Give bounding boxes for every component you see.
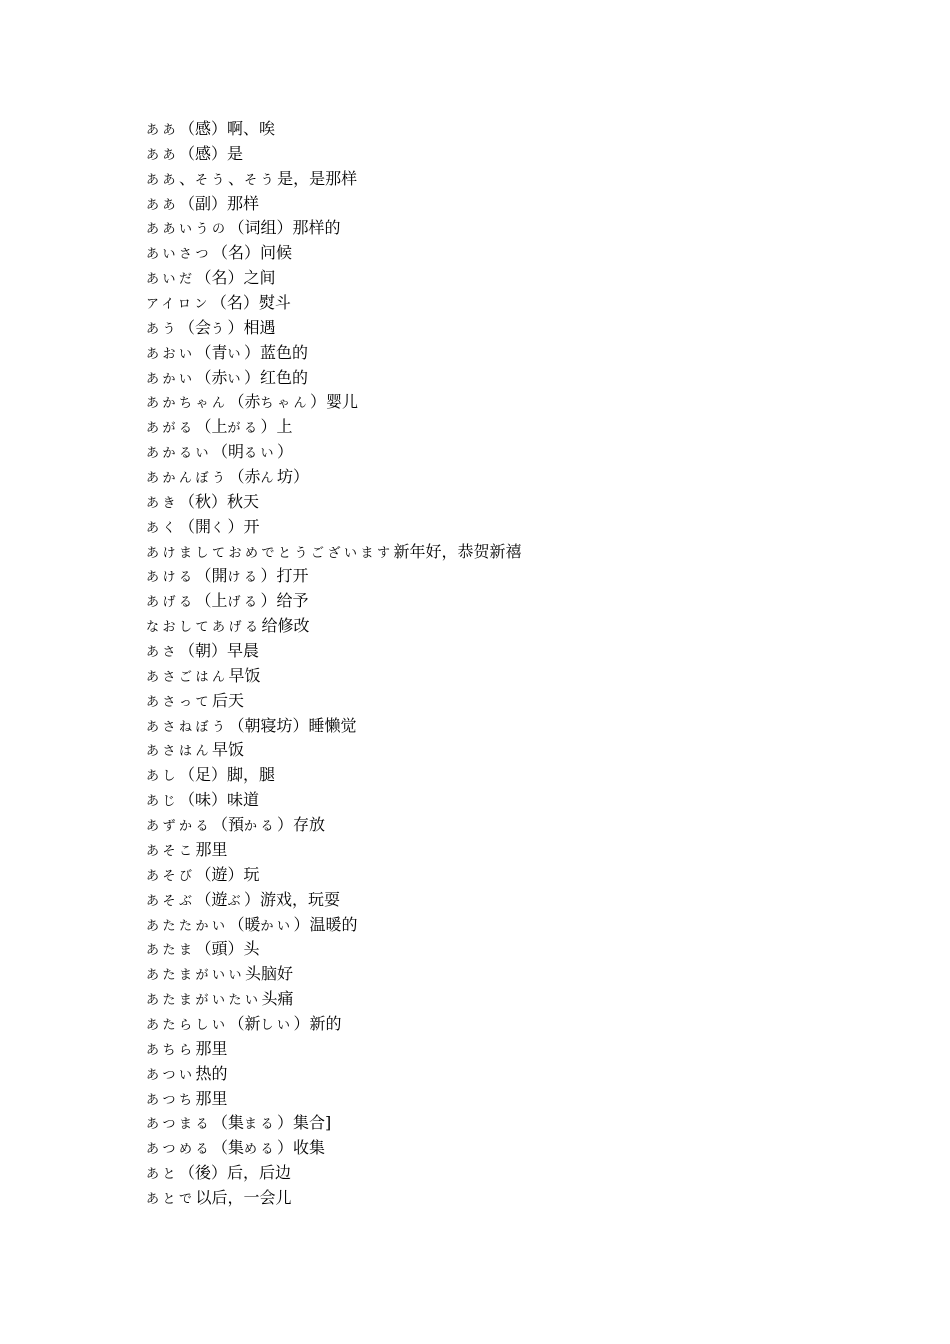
vocabulary-entry: あかんぼう（赤ん坊） — [146, 467, 310, 487]
vocabulary-list — [146, 117, 522, 1211]
vocabulary-entry: あき（秋）秋天 — [146, 491, 260, 511]
vocabulary-entry: あたまがいい头脑好 — [146, 964, 294, 984]
vocabulary-entry: あたまがいたい头痛 — [146, 989, 294, 1009]
vocabulary-entry: ああ（感）是 — [146, 143, 244, 163]
vocabulary-entry: あさって后天 — [146, 690, 245, 710]
vocabulary-entry: あそぶ（遊ぶ）游戏，玩耍 — [146, 889, 341, 909]
vocabulary-entry: あつい热的 — [146, 1063, 228, 1083]
vocabulary-entry: ああいうの（词组）那样的 — [146, 218, 341, 238]
vocabulary-entry: あちら那里 — [146, 1038, 228, 1058]
vocabulary-entry: あかるい（明るい） — [146, 442, 294, 462]
vocabulary-entry: ああ、そう、そう是，是那样 — [146, 168, 358, 188]
vocabulary-entry: あさはん早饭 — [146, 740, 245, 760]
vocabulary-entry: あさごはん早饭 — [146, 665, 261, 685]
vocabulary-entry: あさねぼう（朝寝坊）睡懒觉 — [146, 715, 357, 735]
vocabulary-entry: あいだ（名）之间 — [146, 268, 276, 288]
vocabulary-entry: あつち那里 — [146, 1088, 228, 1108]
vocabulary-entry: あく（開く）开 — [146, 516, 260, 536]
vocabulary-entry: あたらしい（新しい）新的 — [146, 1013, 342, 1033]
vocabulary-entry: あじ（味）味道 — [146, 790, 260, 810]
vocabulary-entry: あおい（青い）蓝色的 — [146, 342, 309, 362]
vocabulary-entry: あたま（頭）头 — [146, 939, 260, 959]
vocabulary-entry: あけましておめでとうございます新年好，恭贺新禧 — [146, 541, 522, 561]
vocabulary-entry: あし（足）脚，腿 — [146, 765, 276, 785]
vocabulary-entry: あそこ那里 — [146, 839, 228, 859]
vocabulary-entry: ああ（副）那样 — [146, 193, 260, 213]
vocabulary-entry: あつめる（集める）收集 — [146, 1138, 326, 1158]
vocabulary-entry: あつまる（集まる）集合] — [146, 1113, 332, 1133]
vocabulary-entry: あと（後）后，后边 — [146, 1163, 292, 1183]
vocabulary-entry: あいさつ（名）问候 — [146, 243, 293, 263]
vocabulary-entry: あかちゃん（赤ちゃん）婴儿 — [146, 392, 359, 412]
vocabulary-entry: あかい（赤い）红色的 — [146, 367, 309, 387]
vocabulary-entry: あずかる（預かる）存放 — [146, 815, 326, 835]
vocabulary-entry: あがる（上がる）上 — [146, 417, 293, 437]
vocabulary-entry: あう（会う）相遇 — [146, 317, 276, 337]
vocabulary-entry: なおしてあげる给修改 — [146, 616, 310, 636]
vocabulary-entry: あたたかい（暖かい）温暖的 — [146, 914, 358, 934]
vocabulary-entry: あげる（上げる）给予 — [146, 591, 309, 611]
vocabulary-entry: アイロン（名）熨斗 — [146, 293, 291, 313]
vocabulary-entry: あける（開ける）打开 — [146, 566, 309, 586]
vocabulary-entry: あさ（朝）早晨 — [146, 641, 260, 661]
vocabulary-entry: ああ（感）啊、唉 — [146, 119, 276, 138]
vocabulary-entry: あそび（遊）玩 — [146, 864, 260, 884]
vocabulary-entry: あとで以后，一会儿 — [146, 1187, 292, 1207]
